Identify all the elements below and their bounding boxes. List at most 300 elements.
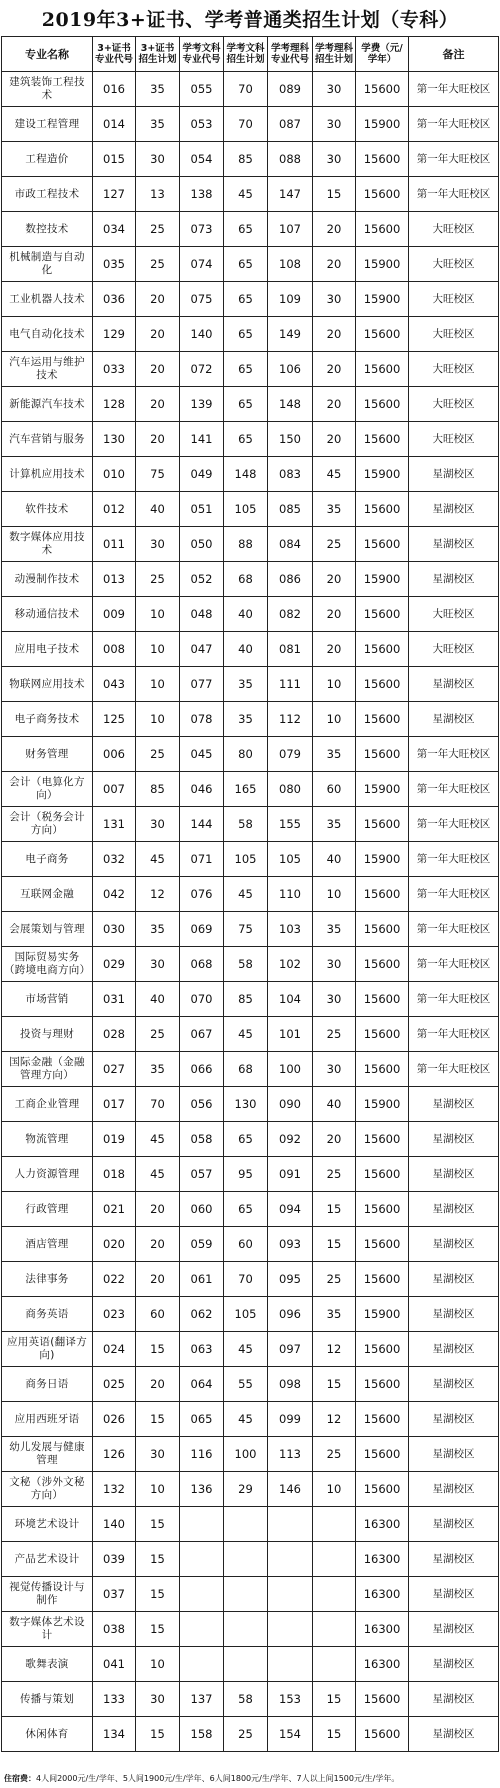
cell-fee: 15900: [356, 562, 409, 597]
cell-art-code: 116: [180, 1437, 224, 1472]
cell-fee: 16300: [356, 1647, 409, 1682]
cell-code3: 023: [93, 1297, 136, 1332]
cell-art-plan: 58: [224, 807, 268, 842]
table-row: [2, 247, 499, 282]
cell-fee: 15600: [356, 667, 409, 702]
cell-code3: 130: [93, 422, 136, 457]
cell-major-name: 数字媒体应用技术: [2, 527, 93, 562]
cell-sci-plan: 40: [313, 1087, 356, 1122]
cell-major-name: 财务管理: [2, 737, 93, 772]
cell-major-name: 机械制造与自动化: [2, 247, 93, 282]
cell-note: 第一年大旺校区: [409, 107, 499, 142]
cell-plan3: 20: [136, 1367, 180, 1402]
cell-art-code: 065: [180, 1402, 224, 1437]
cell-major-name: 会计（电算化方向）: [2, 772, 93, 807]
cell-sci-code: 153: [268, 1682, 313, 1717]
table-row: [2, 107, 499, 142]
cell-code3: 043: [93, 667, 136, 702]
cell-art-plan: 55: [224, 1367, 268, 1402]
cell-sci-plan: 25: [313, 1262, 356, 1297]
cell-art-plan: 75: [224, 912, 268, 947]
cell-note: 大旺校区: [409, 387, 499, 422]
cell-plan3: 12: [136, 877, 180, 912]
cell-art-plan: 65: [224, 352, 268, 387]
table-row: [2, 1262, 499, 1297]
header-plan3: 3+证书招生计划: [136, 37, 180, 72]
table-row: [2, 282, 499, 317]
cell-art-plan: 58: [224, 1682, 268, 1717]
cell-code3: 133: [93, 1682, 136, 1717]
cell-code3: 132: [93, 1472, 136, 1507]
cell-major-name: 汽车营销与服务: [2, 422, 93, 457]
cell-sci-plan: 15: [313, 177, 356, 212]
cell-fee: 15600: [356, 1017, 409, 1052]
cell-sci-code: 097: [268, 1332, 313, 1367]
cell-plan3: 20: [136, 317, 180, 352]
cell-code3: 041: [93, 1647, 136, 1682]
cell-sci-code: 098: [268, 1367, 313, 1402]
cell-sci-code: 146: [268, 1472, 313, 1507]
cell-fee: 16300: [356, 1507, 409, 1542]
cell-art-plan: 40: [224, 632, 268, 667]
cell-art-code: 052: [180, 562, 224, 597]
cell-fee: 15600: [356, 1122, 409, 1157]
cell-code3: 125: [93, 702, 136, 737]
table-row: [2, 1577, 499, 1612]
cell-art-code: 063: [180, 1332, 224, 1367]
cell-sci-code: 105: [268, 842, 313, 877]
cell-sci-code: 099: [268, 1402, 313, 1437]
cell-art-code: 068: [180, 947, 224, 982]
cell-sci-plan: 35: [313, 807, 356, 842]
cell-sci-plan: 15: [313, 1367, 356, 1402]
cell-major-name: 会展策划与管理: [2, 912, 93, 947]
cell-fee: 15600: [356, 1332, 409, 1367]
cell-major-name: 电气自动化技术: [2, 317, 93, 352]
cell-sci-code: 089: [268, 72, 313, 107]
cell-art-plan: [224, 1577, 268, 1612]
cell-fee: 15600: [356, 1052, 409, 1087]
cell-art-plan: 65: [224, 422, 268, 457]
table-row: [2, 1367, 499, 1402]
cell-sci-code: 079: [268, 737, 313, 772]
cell-major-name: 商务日语: [2, 1367, 93, 1402]
cell-art-code: 141: [180, 422, 224, 457]
table-row: [2, 317, 499, 352]
cell-major-name: 应用西班牙语: [2, 1402, 93, 1437]
cell-plan3: 30: [136, 142, 180, 177]
cell-plan3: 45: [136, 1157, 180, 1192]
cell-sci-code: 109: [268, 282, 313, 317]
cell-note: 第一年大旺校区: [409, 1017, 499, 1052]
cell-fee: 15600: [356, 1192, 409, 1227]
cell-major-name: 文秘（涉外文秘方向）: [2, 1472, 93, 1507]
cell-code3: 018: [93, 1157, 136, 1192]
cell-sci-code: 150: [268, 422, 313, 457]
cell-art-code: 071: [180, 842, 224, 877]
cell-art-code: 060: [180, 1192, 224, 1227]
cell-sci-plan: 20: [313, 422, 356, 457]
table-row: [2, 982, 499, 1017]
cell-code3: 129: [93, 317, 136, 352]
cell-plan3: 20: [136, 1227, 180, 1262]
cell-art-code: 136: [180, 1472, 224, 1507]
cell-plan3: 20: [136, 282, 180, 317]
cell-sci-plan: [313, 1507, 356, 1542]
cell-major-name: 国际金融（金融管理方向）: [2, 1052, 93, 1087]
cell-sci-plan: [313, 1612, 356, 1647]
cell-sci-plan: 15: [313, 1227, 356, 1262]
cell-sci-code: 087: [268, 107, 313, 142]
cell-note: 第一年大旺校区: [409, 1052, 499, 1087]
cell-note: 大旺校区: [409, 352, 499, 387]
cell-code3: 010: [93, 457, 136, 492]
cell-art-code: 055: [180, 72, 224, 107]
cell-art-plan: [224, 1612, 268, 1647]
footer-text: 4人间2000元/生/学年、5人间1900元/生/学年、6人间1800元/生/学年、7人以上间1500元/生/学年。: [36, 1774, 400, 1783]
cell-code3: 019: [93, 1122, 136, 1157]
cell-sci-plan: 10: [313, 702, 356, 737]
cell-note: 第一年大旺校区: [409, 807, 499, 842]
cell-sci-plan: 30: [313, 72, 356, 107]
cell-sci-plan: [313, 1542, 356, 1577]
cell-note: 第一年大旺校区: [409, 177, 499, 212]
cell-sci-plan: 30: [313, 142, 356, 177]
cell-plan3: 25: [136, 562, 180, 597]
cell-sci-plan: 12: [313, 1332, 356, 1367]
cell-major-name: 歌舞表演: [2, 1647, 93, 1682]
cell-art-plan: 65: [224, 212, 268, 247]
table-row: [2, 177, 499, 212]
cell-code3: 012: [93, 492, 136, 527]
cell-major-name: 幼儿发展与健康管理: [2, 1437, 93, 1472]
cell-major-name: 产品艺术设计: [2, 1542, 93, 1577]
cell-sci-code: 110: [268, 877, 313, 912]
cell-art-code: 069: [180, 912, 224, 947]
cell-major-name: 商务英语: [2, 1297, 93, 1332]
cell-note: 第一年大旺校区: [409, 142, 499, 177]
cell-code3: 008: [93, 632, 136, 667]
cell-sci-plan: 20: [313, 632, 356, 667]
cell-code3: 029: [93, 947, 136, 982]
cell-fee: 15900: [356, 282, 409, 317]
cell-fee: 15600: [356, 632, 409, 667]
cell-sci-code: [268, 1612, 313, 1647]
cell-plan3: 10: [136, 702, 180, 737]
cell-major-name: 电子商务技术: [2, 702, 93, 737]
cell-sci-code: 096: [268, 1297, 313, 1332]
cell-art-plan: 45: [224, 177, 268, 212]
cell-art-code: 140: [180, 317, 224, 352]
table-row: [2, 1402, 499, 1437]
table-row: [2, 1297, 499, 1332]
cell-art-plan: 148: [224, 457, 268, 492]
cell-fee: 15600: [356, 1402, 409, 1437]
cell-sci-plan: 30: [313, 982, 356, 1017]
cell-fee: 15600: [356, 1437, 409, 1472]
cell-plan3: 15: [136, 1577, 180, 1612]
cell-sci-code: 104: [268, 982, 313, 1017]
cell-plan3: 20: [136, 387, 180, 422]
cell-note: 大旺校区: [409, 422, 499, 457]
cell-art-plan: 80: [224, 737, 268, 772]
cell-sci-plan: 15: [313, 1192, 356, 1227]
cell-plan3: 30: [136, 1682, 180, 1717]
cell-art-code: 144: [180, 807, 224, 842]
cell-plan3: 15: [136, 1402, 180, 1437]
cell-art-code: [180, 1612, 224, 1647]
cell-art-code: 054: [180, 142, 224, 177]
cell-sci-plan: 15: [313, 1682, 356, 1717]
header-code3: 3+证书专业代号: [93, 37, 136, 72]
cell-sci-plan: 30: [313, 282, 356, 317]
cell-fee: 15600: [356, 387, 409, 422]
cell-art-plan: 130: [224, 1087, 268, 1122]
cell-note: 星湖校区: [409, 1577, 499, 1612]
cell-note: 第一年大旺校区: [409, 947, 499, 982]
table-row: [2, 352, 499, 387]
cell-code3: 034: [93, 212, 136, 247]
cell-art-code: 064: [180, 1367, 224, 1402]
cell-art-plan: 65: [224, 247, 268, 282]
cell-sci-code: 088: [268, 142, 313, 177]
cell-art-plan: 68: [224, 1052, 268, 1087]
table-row: [2, 1717, 499, 1752]
cell-code3: 021: [93, 1192, 136, 1227]
cell-major-name: 工业机器人技术: [2, 282, 93, 317]
cell-art-plan: 40: [224, 597, 268, 632]
cell-sci-plan: 20: [313, 352, 356, 387]
cell-art-code: 050: [180, 527, 224, 562]
cell-note: 第一年大旺校区: [409, 877, 499, 912]
cell-major-name: 互联网金融: [2, 877, 93, 912]
cell-note: 星湖校区: [409, 702, 499, 737]
cell-note: 大旺校区: [409, 597, 499, 632]
cell-major-name: 软件技术: [2, 492, 93, 527]
cell-fee: 16300: [356, 1612, 409, 1647]
cell-sci-code: 108: [268, 247, 313, 282]
cell-plan3: 70: [136, 1087, 180, 1122]
cell-art-plan: 35: [224, 667, 268, 702]
cell-code3: 015: [93, 142, 136, 177]
cell-sci-plan: 20: [313, 247, 356, 282]
cell-code3: 128: [93, 387, 136, 422]
cell-art-code: 048: [180, 597, 224, 632]
header-fee: 学费（元/学年）: [356, 37, 409, 72]
cell-plan3: 40: [136, 492, 180, 527]
cell-code3: 033: [93, 352, 136, 387]
cell-sci-plan: 10: [313, 877, 356, 912]
table-row: [2, 1017, 499, 1052]
cell-sci-code: 107: [268, 212, 313, 247]
cell-plan3: 15: [136, 1612, 180, 1647]
enrollment-plan-table: [1, 36, 499, 1752]
cell-sci-plan: 35: [313, 737, 356, 772]
cell-sci-plan: 20: [313, 212, 356, 247]
cell-art-code: 072: [180, 352, 224, 387]
cell-sci-plan: [313, 1577, 356, 1612]
cell-plan3: 60: [136, 1297, 180, 1332]
cell-sci-plan: 10: [313, 1472, 356, 1507]
cell-art-plan: 85: [224, 982, 268, 1017]
cell-sci-code: 155: [268, 807, 313, 842]
cell-sci-code: 147: [268, 177, 313, 212]
table-row: [2, 1472, 499, 1507]
cell-art-code: 053: [180, 107, 224, 142]
cell-sci-plan: 10: [313, 667, 356, 702]
cell-fee: 15900: [356, 457, 409, 492]
cell-sci-plan: 12: [313, 1402, 356, 1437]
cell-sci-plan: 35: [313, 1297, 356, 1332]
cell-art-code: 074: [180, 247, 224, 282]
cell-note: 第一年大旺校区: [409, 737, 499, 772]
cell-fee: 15900: [356, 1297, 409, 1332]
header-sci-plan: 学考理科招生计划: [313, 37, 356, 72]
cell-fee: 15600: [356, 1682, 409, 1717]
cell-note: 星湖校区: [409, 1507, 499, 1542]
cell-plan3: 25: [136, 1017, 180, 1052]
cell-art-plan: 65: [224, 1122, 268, 1157]
table-body: [2, 72, 499, 1752]
cell-note: 第一年大旺校区: [409, 772, 499, 807]
cell-code3: 020: [93, 1227, 136, 1262]
cell-plan3: 15: [136, 1717, 180, 1752]
cell-fee: 15600: [356, 317, 409, 352]
cell-code3: 025: [93, 1367, 136, 1402]
cell-code3: 028: [93, 1017, 136, 1052]
cell-major-name: 物联网应用技术: [2, 667, 93, 702]
cell-sci-code: 095: [268, 1262, 313, 1297]
cell-plan3: 85: [136, 772, 180, 807]
cell-major-name: 电子商务: [2, 842, 93, 877]
cell-art-code: 062: [180, 1297, 224, 1332]
cell-plan3: 25: [136, 212, 180, 247]
cell-art-code: 075: [180, 282, 224, 317]
cell-art-code: 073: [180, 212, 224, 247]
cell-note: 大旺校区: [409, 317, 499, 352]
cell-sci-plan: 20: [313, 562, 356, 597]
cell-art-code: 057: [180, 1157, 224, 1192]
cell-plan3: 10: [136, 597, 180, 632]
table-row: [2, 1647, 499, 1682]
cell-plan3: 30: [136, 1437, 180, 1472]
cell-fee: 15900: [356, 1087, 409, 1122]
table-row: [2, 667, 499, 702]
cell-sci-plan: 25: [313, 1437, 356, 1472]
cell-art-code: 046: [180, 772, 224, 807]
cell-art-plan: [224, 1647, 268, 1682]
cell-art-plan: 29: [224, 1472, 268, 1507]
cell-fee: 15600: [356, 422, 409, 457]
cell-plan3: 20: [136, 1192, 180, 1227]
cell-fee: 15600: [356, 982, 409, 1017]
cell-major-name: 工程造价: [2, 142, 93, 177]
cell-sci-code: 154: [268, 1717, 313, 1752]
cell-sci-code: 091: [268, 1157, 313, 1192]
cell-note: 第一年大旺校区: [409, 982, 499, 1017]
cell-note: 星湖校区: [409, 1262, 499, 1297]
cell-sci-code: 106: [268, 352, 313, 387]
cell-note: 星湖校区: [409, 492, 499, 527]
cell-art-plan: 105: [224, 1297, 268, 1332]
cell-note: 星湖校区: [409, 457, 499, 492]
cell-plan3: 45: [136, 1122, 180, 1157]
cell-sci-plan: 35: [313, 492, 356, 527]
cell-art-plan: 105: [224, 842, 268, 877]
cell-major-name: 投资与理财: [2, 1017, 93, 1052]
table-row: [2, 877, 499, 912]
table-row: [2, 842, 499, 877]
cell-code3: 031: [93, 982, 136, 1017]
cell-note: 星湖校区: [409, 1122, 499, 1157]
cell-fee: 15600: [356, 177, 409, 212]
cell-major-name: 工商企业管理: [2, 1087, 93, 1122]
table-row: [2, 807, 499, 842]
cell-code3: 009: [93, 597, 136, 632]
cell-fee: 15600: [356, 1472, 409, 1507]
cell-plan3: 10: [136, 632, 180, 667]
cell-note: 大旺校区: [409, 632, 499, 667]
cell-major-name: 数字媒体艺术设计: [2, 1612, 93, 1647]
cell-fee: 15900: [356, 247, 409, 282]
cell-fee: 15900: [356, 842, 409, 877]
table-row: [2, 72, 499, 107]
cell-code3: 016: [93, 72, 136, 107]
cell-art-code: [180, 1507, 224, 1542]
cell-major-name: 动漫制作技术: [2, 562, 93, 597]
cell-art-plan: 68: [224, 562, 268, 597]
table-row: [2, 492, 499, 527]
table-row: [2, 457, 499, 492]
cell-major-name: 计算机应用技术: [2, 457, 93, 492]
cell-fee: 15600: [356, 912, 409, 947]
cell-art-plan: 95: [224, 1157, 268, 1192]
cell-plan3: 35: [136, 1052, 180, 1087]
cell-code3: 134: [93, 1717, 136, 1752]
table-row: [2, 947, 499, 982]
table-row: [2, 1437, 499, 1472]
cell-sci-code: 083: [268, 457, 313, 492]
cell-sci-code: 090: [268, 1087, 313, 1122]
cell-plan3: 15: [136, 1332, 180, 1367]
cell-note: 星湖校区: [409, 1437, 499, 1472]
table-row: [2, 527, 499, 562]
dorm-fee-footer: [4, 1772, 498, 1786]
cell-code3: 007: [93, 772, 136, 807]
cell-art-plan: 58: [224, 947, 268, 982]
cell-note: 星湖校区: [409, 1157, 499, 1192]
cell-note: 星湖校区: [409, 1087, 499, 1122]
cell-note: 星湖校区: [409, 1647, 499, 1682]
cell-fee: 15900: [356, 772, 409, 807]
cell-plan3: 30: [136, 947, 180, 982]
cell-plan3: 15: [136, 1542, 180, 1577]
table-row: [2, 1682, 499, 1717]
cell-art-plan: 65: [224, 387, 268, 422]
cell-sci-plan: [313, 1647, 356, 1682]
cell-plan3: 13: [136, 177, 180, 212]
cell-sci-plan: 20: [313, 387, 356, 422]
cell-fee: 15600: [356, 142, 409, 177]
cell-major-name: 人力资源管理: [2, 1157, 93, 1192]
cell-code3: 127: [93, 177, 136, 212]
cell-sci-code: 084: [268, 527, 313, 562]
table-row: [2, 562, 499, 597]
table-row: [2, 1052, 499, 1087]
cell-art-code: 070: [180, 982, 224, 1017]
cell-code3: 131: [93, 807, 136, 842]
table-row: [2, 702, 499, 737]
